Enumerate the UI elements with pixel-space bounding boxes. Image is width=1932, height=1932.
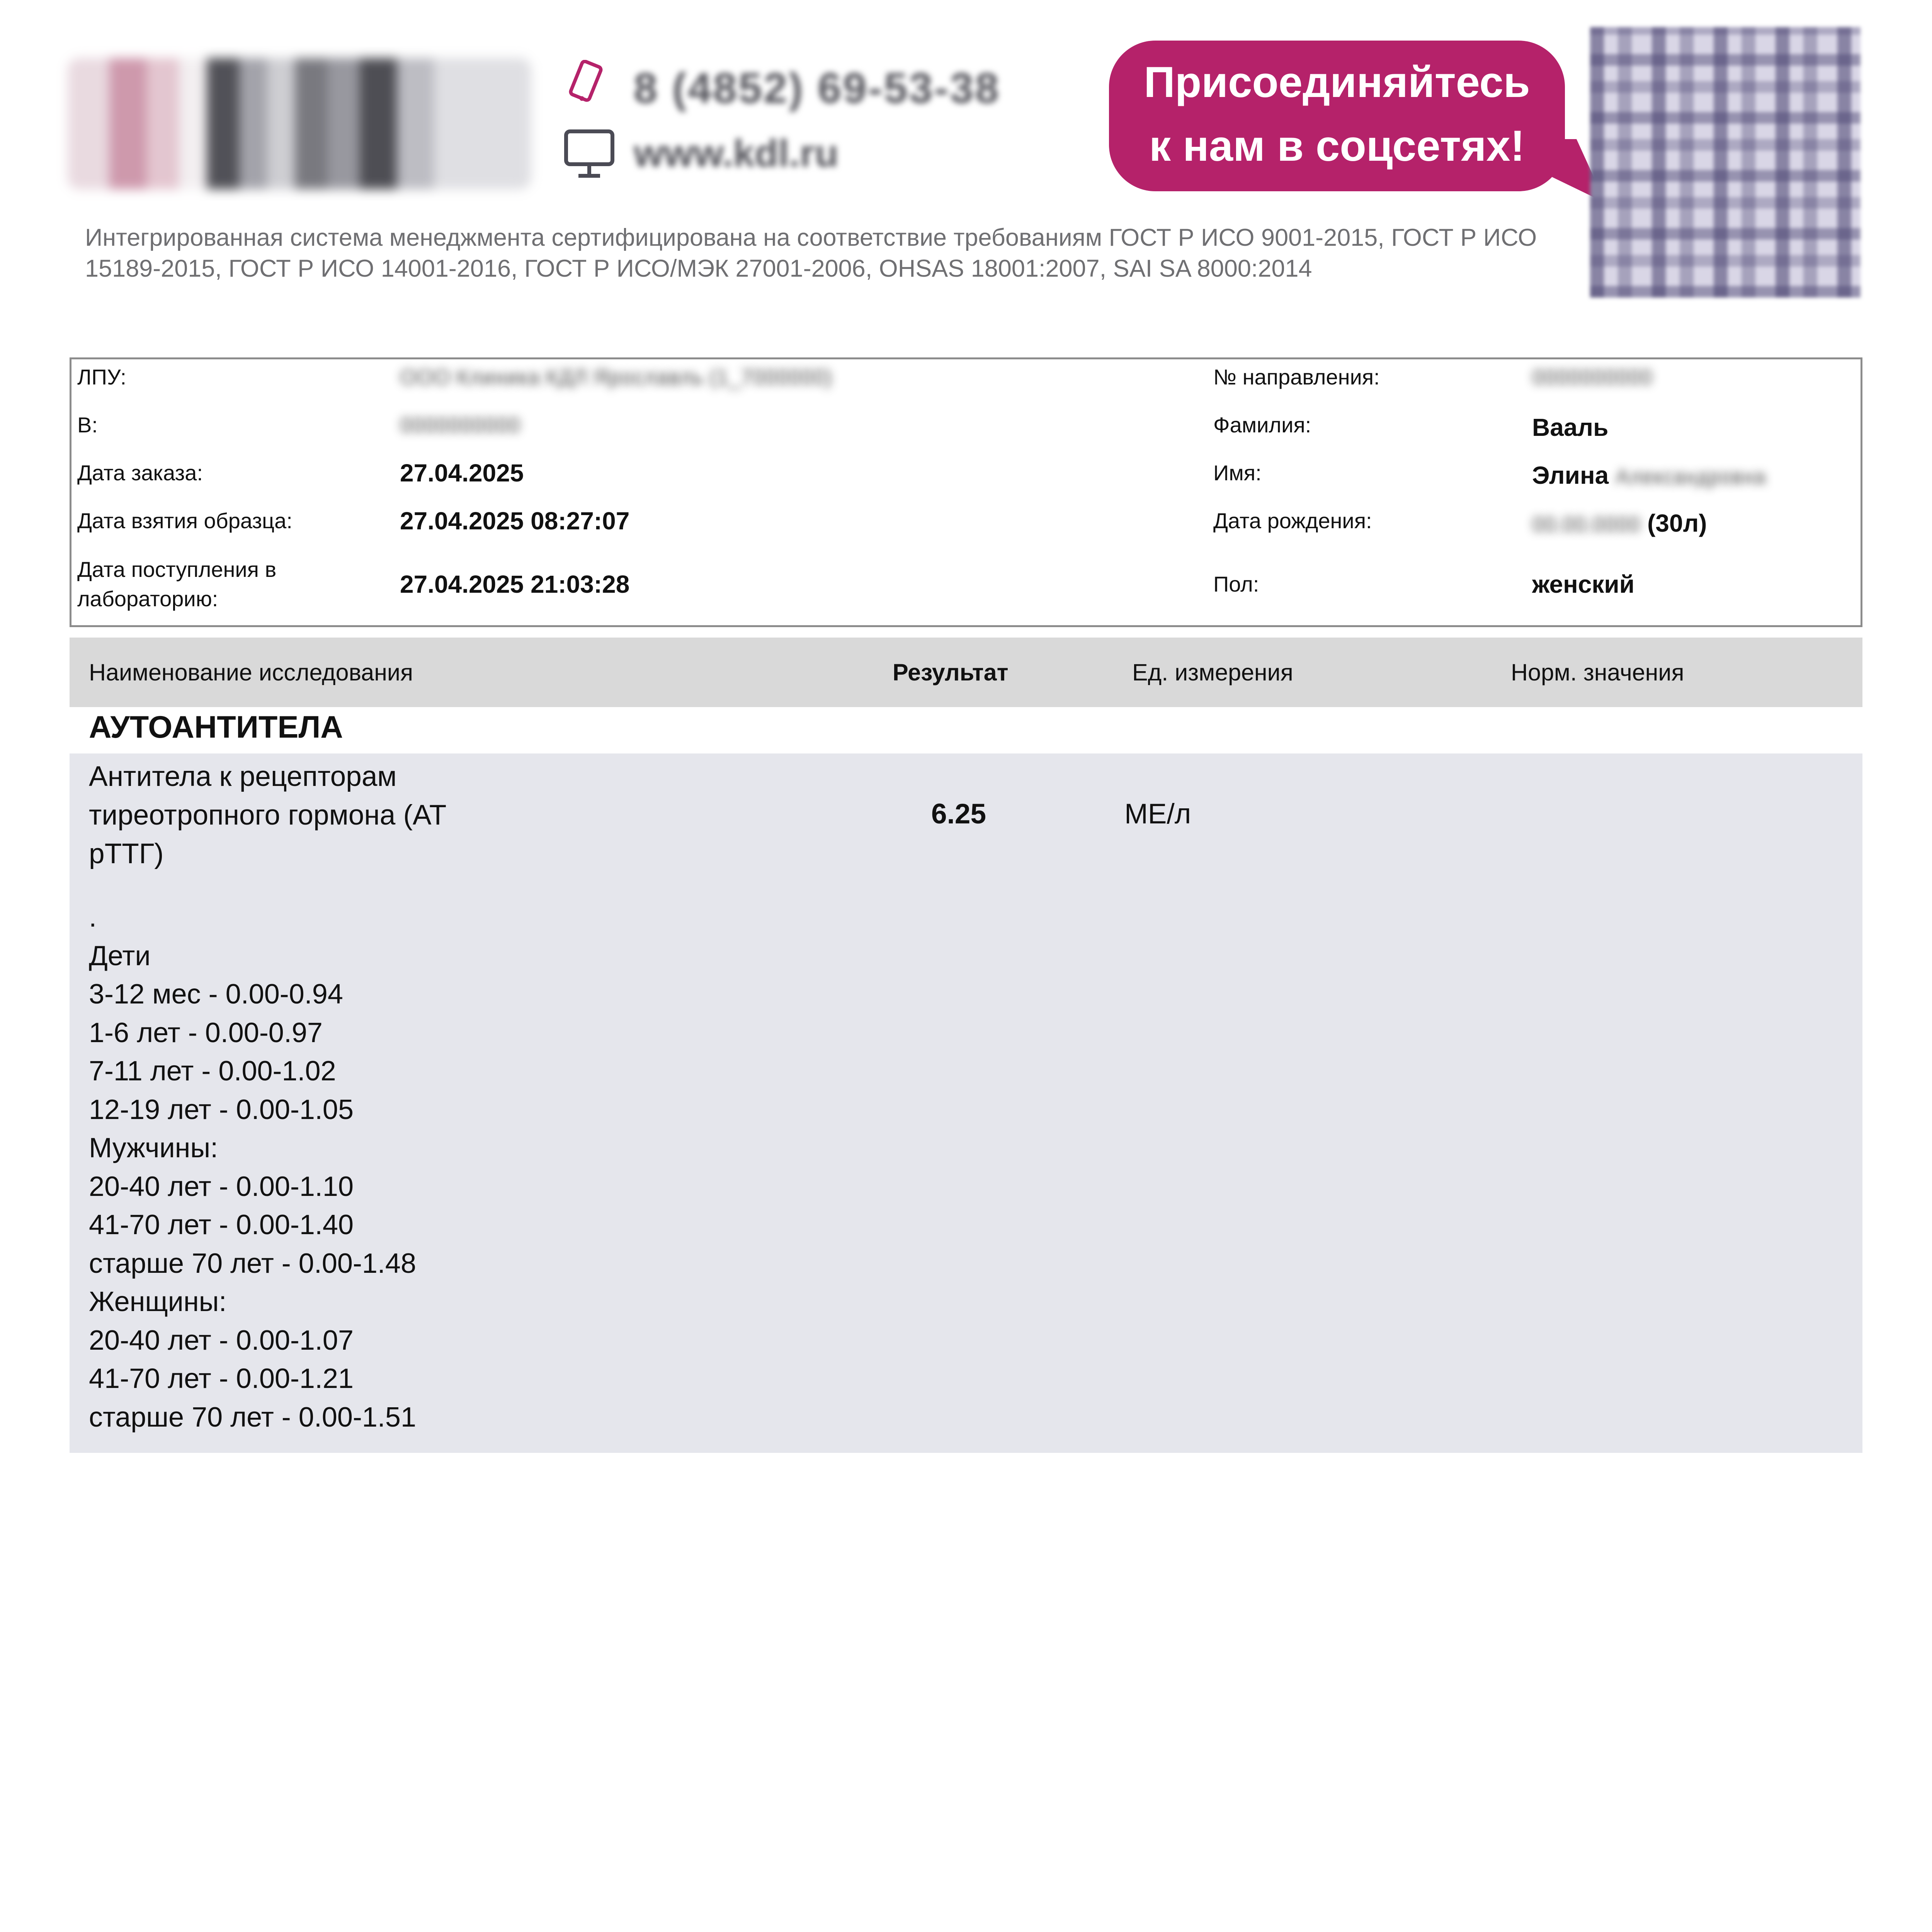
reference-line: старше 70 лет - 0.00-1.51	[89, 1401, 417, 1433]
reference-line: 3-12 мес - 0.00-0.94	[89, 979, 343, 1010]
social-banner-text: Присоединяйтесь к нам в соцсетях!	[1144, 58, 1530, 170]
reference-line: 1-6 лет - 0.00-0.97	[89, 1017, 323, 1048]
col-unit: Ед. измерения	[1132, 659, 1293, 685]
birth-value	[1532, 509, 1707, 539]
reference-line: 41-70 лет - 0.00-1.40	[89, 1209, 354, 1240]
qr-code	[1590, 27, 1861, 298]
sex-label: Пол:	[1213, 572, 1259, 596]
birth-label: Дата рождения:	[1213, 509, 1372, 533]
reference-values	[89, 898, 416, 1437]
surname-value: Вааль	[1532, 413, 1609, 441]
reference-line: 20-40 лет - 0.00-1.07	[89, 1325, 354, 1356]
v-value: 0000000000	[400, 413, 520, 437]
col-test-name: Наименование исследования	[89, 659, 413, 685]
lpu-value: ООО Клиника КДЛ Ярославль (1_7000000)	[400, 365, 832, 389]
col-result: Результат	[893, 659, 1009, 685]
reference-line: 12-19 лет - 0.00-1.05	[89, 1094, 354, 1125]
reference-line: Женщины:	[89, 1286, 227, 1317]
first-name: Элина	[1532, 461, 1609, 489]
reference-line: Дети	[89, 940, 151, 971]
referral-label: № направления:	[1213, 365, 1380, 389]
col-reference: Норм. значения	[1511, 659, 1684, 685]
reference-line: Мужчины:	[89, 1133, 218, 1163]
phone-number[interactable]: 8 (4852) 69-53-38	[634, 65, 1000, 112]
reference-line: старше 70 лет - 0.00-1.48	[89, 1248, 417, 1279]
lpu-label: ЛПУ:	[77, 365, 126, 389]
v-label: В:	[77, 413, 98, 437]
reference-line: 7-11 лет - 0.00-1.02	[89, 1056, 336, 1087]
reference-line: 41-70 лет - 0.00-1.21	[89, 1363, 354, 1394]
sample-date-label: Дата взятия образца:	[77, 509, 293, 533]
birth-date: 00.00.0000	[1532, 512, 1641, 536]
company-logo	[68, 58, 531, 189]
monitor-icon	[562, 128, 620, 182]
sex-value: женский	[1532, 570, 1635, 598]
order-date-label: Дата заказа:	[77, 461, 203, 485]
patronymic-value: Александровна	[1615, 465, 1766, 488]
website-link[interactable]: www.kdl.ru	[634, 132, 838, 175]
reference-line: .	[89, 902, 97, 933]
order-date-value: 27.04.2025	[400, 459, 524, 487]
name-label: Имя:	[1213, 461, 1262, 485]
test-result: 6.25	[931, 798, 986, 830]
referral-value: 0000000000	[1532, 365, 1653, 389]
lab-date-label: Дата поступления в лабораторию:	[77, 557, 277, 611]
lab-date-value: 27.04.2025 21:03:28	[400, 570, 630, 598]
phone-icon	[564, 60, 607, 114]
age: (30л)	[1647, 509, 1707, 537]
test-name: Антитела к рецепторам тиреотропного гормона (АТ рТТГ)	[89, 761, 447, 869]
certification-text: Интегрированная система менеджмента сертифицирована на соответствие требованиям ГОСТ Р ИСО 9001-2015, ГОСТ Р ИСО 15189-2015, ГОСТ Р ИСО 14001-2016, ГОСТ Р ИСО/МЭК 27001-2006, OHSAS 18001:2007, SAI SA 8000:2014	[85, 224, 1537, 282]
reference-line: 20-40 лет - 0.00-1.10	[89, 1171, 354, 1202]
surname-label: Фамилия:	[1213, 413, 1311, 437]
section-title: АУТОАНТИТЕЛА	[89, 710, 343, 745]
sample-date-value: 27.04.2025 08:27:07	[400, 507, 630, 535]
test-unit: МЕ/л	[1124, 798, 1191, 830]
name-value	[1532, 461, 1766, 492]
